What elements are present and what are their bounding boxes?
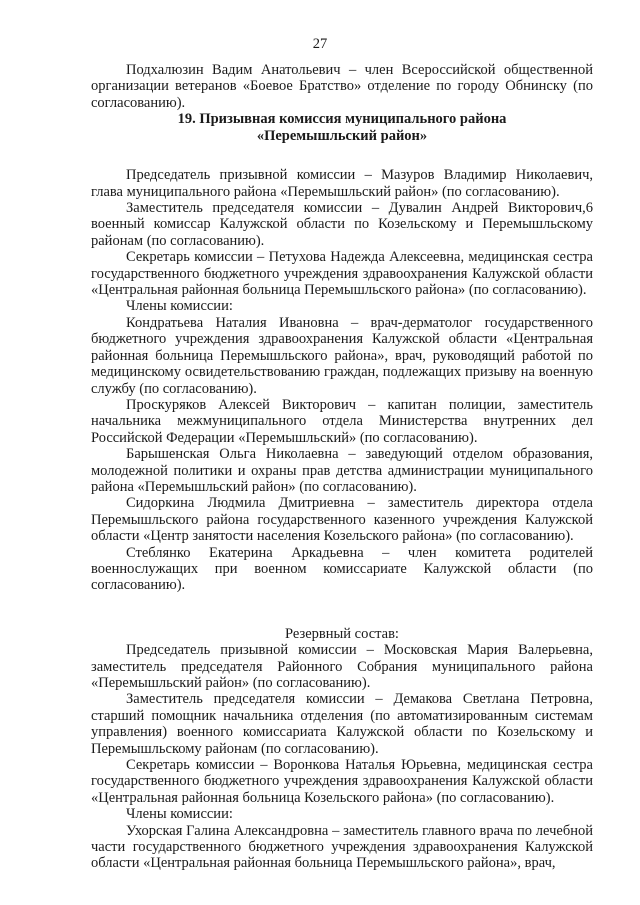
spacer — [91, 594, 593, 626]
members-label: Члены комиссии: — [126, 298, 233, 315]
intro-paragraph: Подхалюзин Вадим Анатольевич – член Всероссийской общественной организации ветеранов «Боевое Братство» отделение по городу Обнинску (по согласованию). — [91, 62, 593, 111]
section-heading-line-1: 19. Призывная комиссия муниципального района — [177, 111, 507, 128]
reserve-members-label: Члены комиссии: — [126, 806, 233, 823]
reserve-member-paragraph-1: Ухорская Галина Александровна – заместитель главного врача по лечебной части государственного бюджетного учреждения здравоохранения Калужской области «Центральная районная больница Перемышльского района», врач, — [91, 822, 593, 872]
member-paragraph-5: Стеблянко Екатерина Аркадьевна – член комитета родителей военнослужащих при военном комиссариате Калужской области (по согласованию). — [91, 544, 593, 594]
member-paragraph-2: Проскуряков Алексей Викторович – капитан полиции, заместитель начальника межмуниципального отдела Министерства внутренних дел Российской Федерации «Перемышльский» (по согласованию). — [91, 396, 593, 446]
deputy-chairman-paragraph: Заместитель председателя комиссии – Дувалин Андрей Викторович,6 военный комиссар Калужской области по Козельскому и Перемышльскому районам (по согласованию). — [91, 200, 593, 249]
secretary-paragraph: Секретарь комиссии – Петухова Надежда Алексеевна, медицинская сестра государственного бюджетного учреждения здравоохранения Калужской области «Центральная районная больница Перемышльского района» (по согласованию). — [91, 249, 593, 299]
member-paragraph-4: Сидоркина Людмила Дмитриевна – заместитель директора отдела Перемышльского района государственного казенного учреждения Калужской области «Центр занятости населения Козельского района» (по согласованию). — [91, 495, 593, 545]
reserve-secretary-paragraph: Секретарь комиссии – Воронкова Наталья Юрьевна, медицинская сестра государственного бюджетного учреждения здравоохранения Калужской области «Центральная районная больница Козельского района» (по согласованию). — [91, 757, 593, 806]
chairman-paragraph: Председатель призывной комиссии – Мазуров Владимир Николаевич, глава муниципального района «Перемышльский район» (по согласованию). — [91, 167, 593, 200]
reserve-deputy-paragraph: Заместитель председателя комиссии – Демакова Светлана Петровна, старший помощник начальника отделения (по автоматизированным системам управления) военного комиссариата Калужской области по Козельскому и Перемышльскому районам (по согласованию). — [91, 691, 593, 757]
spacer — [91, 145, 593, 167]
member-paragraph-1: Кондратьева Наталия Ивановна – врач-дерматолог государственного бюджетного учреждения здравоохранения Калужской области «Центральная районная больница Перемышльского района», врач, руководящий работой по медицинскому освидетельствованию граждан, подлежащих призыву на военную службу (по согласованию). — [91, 314, 593, 397]
section-heading — [91, 111, 593, 145]
page-content — [91, 62, 593, 872]
section-heading-line-2: «Перемышльский район» — [256, 128, 428, 145]
reserve-chairman-paragraph: Председатель призывной комиссии – Московская Мария Валерьевна, заместитель председателя Районного Собрания муниципального района «Перемышльский район» (по согласованию). — [91, 642, 593, 691]
page-number: 27 — [312, 36, 328, 52]
member-paragraph-3: Барышенская Ольга Николаевна – заведующий отделом образования, молодежной политики и охраны прав детства администрации муниципального района «Перемышльский район» (по согласованию). — [91, 446, 593, 495]
reserve-title: Резервный состав: — [285, 625, 399, 642]
